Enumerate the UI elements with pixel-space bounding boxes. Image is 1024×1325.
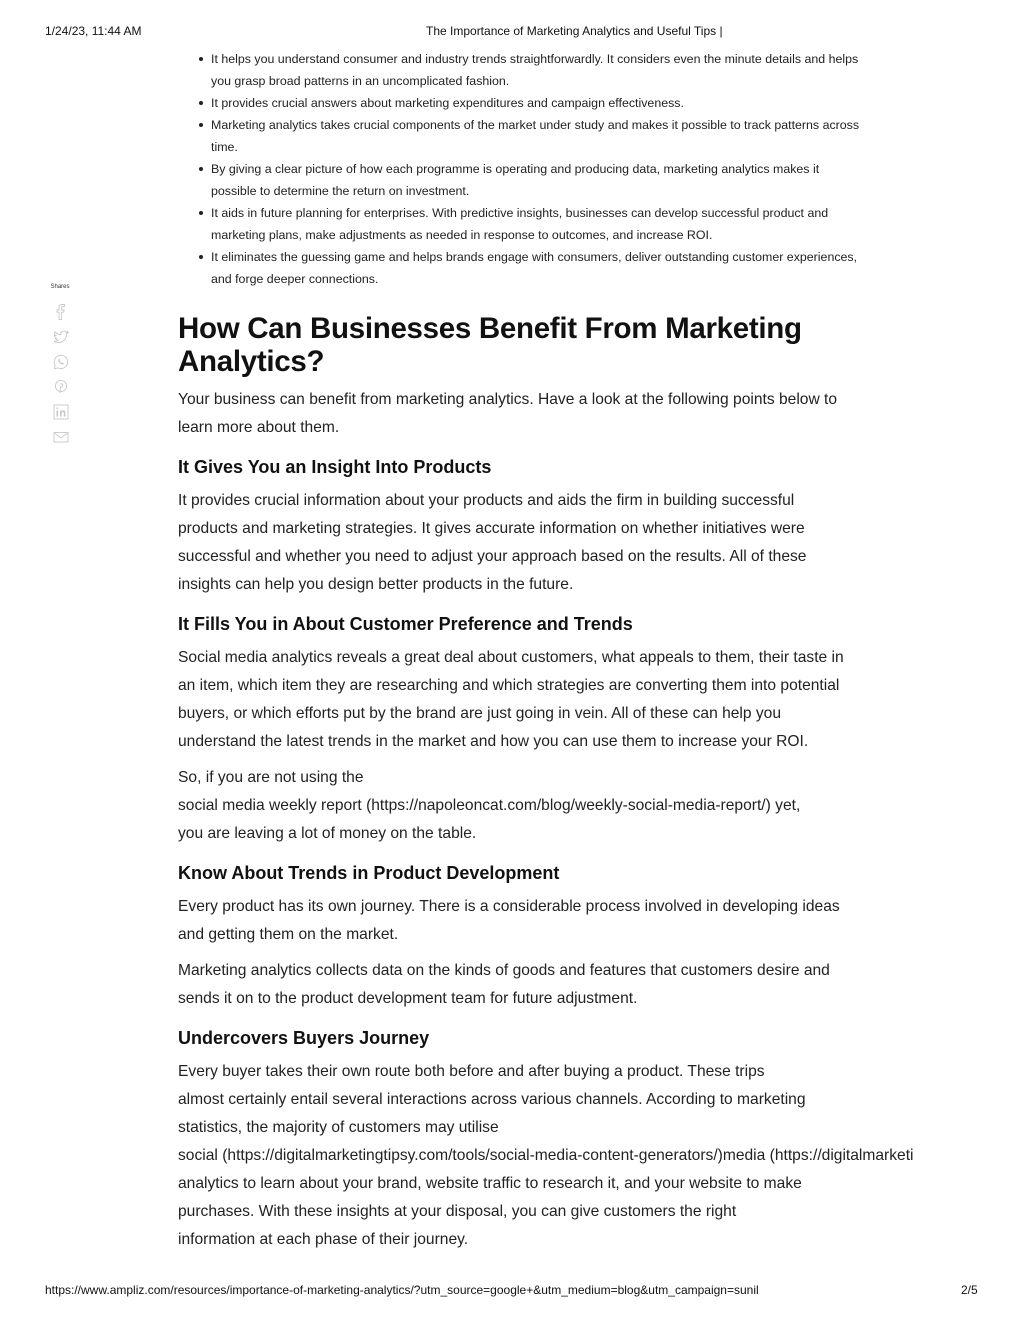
- list-item: It eliminates the guessing game and helps brands engage with consumers, deliver outstanding customer experiences, and forge deeper connections.: [211, 246, 861, 290]
- whatsapp-icon[interactable]: [53, 354, 69, 370]
- journey-heading: Undercovers Buyers Journey: [178, 1028, 430, 1048]
- journey-line: information at each phase of their journey.: [178, 1231, 469, 1248]
- email-icon[interactable]: [53, 429, 69, 445]
- list-item: By giving a clear picture of how each programme is operating and producing data, marketing analytics makes it possible to determine the return on investment.: [211, 158, 861, 202]
- journey-line: Every buyer takes their own route both before and after buying a product. These trips: [178, 1063, 765, 1080]
- journey-line: statistics, the majority of customers may utilise: [178, 1119, 499, 1136]
- twitter-icon[interactable]: [53, 329, 69, 345]
- social-media-link[interactable]: social (https://digitalmarketingtipsy.com/tools/social-media-content-generators/)media (https://digitalmarketi: [178, 1147, 914, 1164]
- section-heading: How Can Businesses Benefit From Marketing Analytics?: [178, 312, 802, 378]
- report-link[interactable]: social media weekly report (https://napoleoncat.com/blog/weekly-social-media-report/) yet,: [178, 797, 801, 814]
- print-header: [0, 24, 1024, 42]
- product-dev-heading: Know About Trends in Product Development: [178, 863, 560, 883]
- journey-line: analytics to learn about your brand, website traffic to research it, and your website to make: [178, 1175, 802, 1192]
- product-dev-body-2: Marketing analytics collects data on the kinds of goods and features that customers desire and sends it on to the product development team for future adjustment.: [178, 962, 830, 1007]
- list-item: It aids in future planning for enterprises. With predictive insights, businesses can develop successful product and marketing plans, make adjustments as needed in response to outcomes, and increase ROI.: [211, 202, 861, 246]
- preference-body: Social media analytics reveals a great deal about customers, what appeals to them, their taste in an item, which item they are researching and which strategies are converting them into potential buyers, or which efforts put by the brand are just going in vein. All of these can help you understand the latest trends in the market and how you can use them to increase your ROI.: [178, 649, 844, 750]
- print-page-title: The Importance of Marketing Analytics and Useful Tips |: [426, 24, 723, 38]
- list-item: Marketing analytics takes crucial components of the market under study and makes it possible to track patterns across time.: [211, 114, 861, 158]
- print-page-number: 2/5: [961, 1283, 978, 1297]
- pinterest-icon[interactable]: [53, 379, 69, 395]
- preference-heading: It Fills You in About Customer Preference and Trends: [178, 614, 633, 634]
- insight-body: It provides crucial information about your products and aids the firm in building successful products and marketing strategies. It gives accurate information on whether initiatives were successful and whether you need to adjust your approach based on the results. All of these insights can help you design better products in the future.: [178, 492, 807, 593]
- insight-heading: It Gives You an Insight Into Products: [178, 457, 492, 477]
- print-footer: [0, 1283, 1024, 1301]
- report-paragraph: [178, 764, 858, 848]
- journey-line: almost certainly entail several interactions across various channels. According to marketing: [178, 1091, 806, 1108]
- list-item: It helps you understand consumer and industry trends straightforwardly. It considers even the minute details and helps you grasp broad patterns in an uncomplicated fashion.: [211, 48, 861, 92]
- product-dev-body-1: Every product has its own journey. There is a considerable process involved in developing ideas and getting them on the market.: [178, 898, 840, 943]
- benefits-list: [178, 48, 861, 290]
- facebook-icon[interactable]: [53, 304, 69, 320]
- linkedin-icon[interactable]: [53, 404, 69, 420]
- share-bar: [48, 284, 74, 454]
- report-line-1: So, if you are not using the: [178, 769, 364, 786]
- report-line-3: you are leaving a lot of money on the table.: [178, 825, 477, 842]
- print-datetime: 1/24/23, 11:44 AM: [45, 24, 142, 38]
- article-body: [178, 48, 978, 1254]
- section-intro: Your business can benefit from marketing analytics. Have a look at the following points below to learn more about them.: [178, 391, 838, 436]
- share-count-label: Shares: [50, 284, 70, 290]
- journey-body: [178, 1058, 978, 1254]
- list-item: It provides crucial answers about marketing expenditures and campaign effectiveness.: [211, 92, 861, 114]
- print-url: https://www.ampliz.com/resources/importance-of-marketing-analytics/?utm_source=google+&utm_medium=blog&utm_campaign=sunil: [45, 1283, 759, 1297]
- journey-line: purchases. With these insights at your disposal, you can give customers the right: [178, 1203, 737, 1220]
